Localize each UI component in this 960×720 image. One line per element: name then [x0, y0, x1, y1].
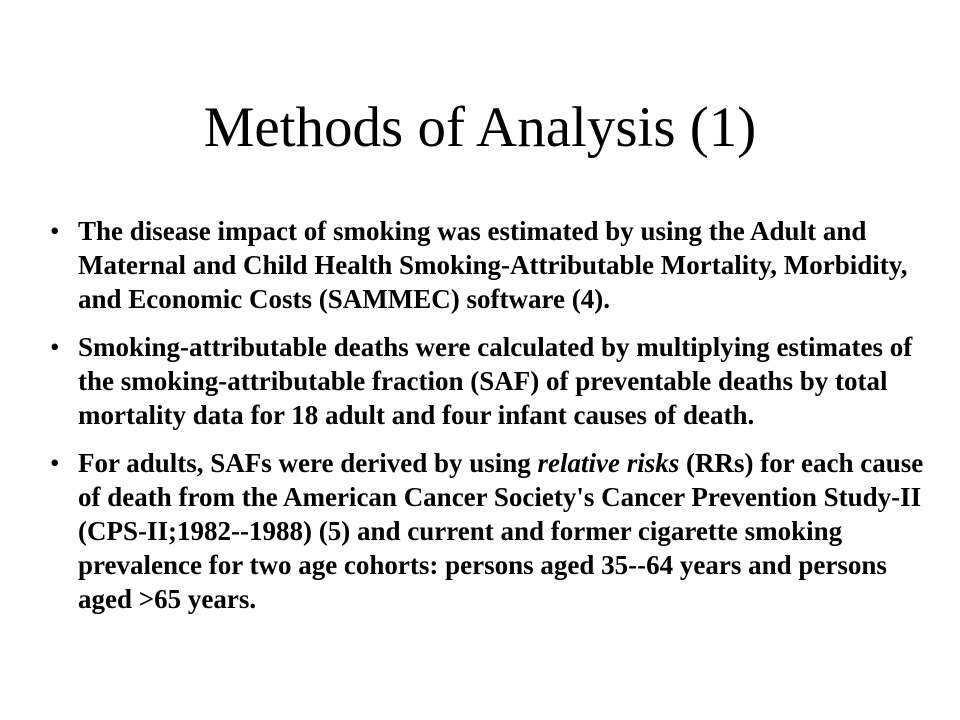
bullet-item-adults [50, 446, 924, 616]
relative-risks-term: relative risks [537, 448, 680, 478]
bullet-text-before: For adults, SAFs were derived by using [78, 448, 538, 478]
bullet-icon: • [50, 216, 60, 246]
bullet-icon: • [50, 448, 60, 478]
bullet-text-after: (RRs) for each cause of death from the American Cancer Society's Cancer Prevention Study-II (CPS-II;1982--1988) (5) and current and former cigarette smoking prevalence for two age cohorts: persons aged 35--64 years and persons aged >65 years. [78, 448, 924, 614]
bullet-list [50, 214, 924, 630]
bullet-item-sammec [50, 214, 924, 316]
slide-title: Methods of Analysis (1) [203, 96, 757, 159]
bullet-icon: • [50, 332, 60, 362]
bullet-item-deaths [50, 330, 924, 432]
bullet-text: The disease impact of smoking was estimated by using the Adult and Maternal and Child Health Smoking-Attributable Mortality, Morbidity, and Economic Costs (SAMMEC) software (4). [78, 216, 908, 314]
bullet-text: Smoking-attributable deaths were calculated by multiplying estimates of the smoking-attributable fraction (SAF) of preventable deaths by total mortality data for 18 adult and four infant causes of death. [78, 332, 913, 430]
